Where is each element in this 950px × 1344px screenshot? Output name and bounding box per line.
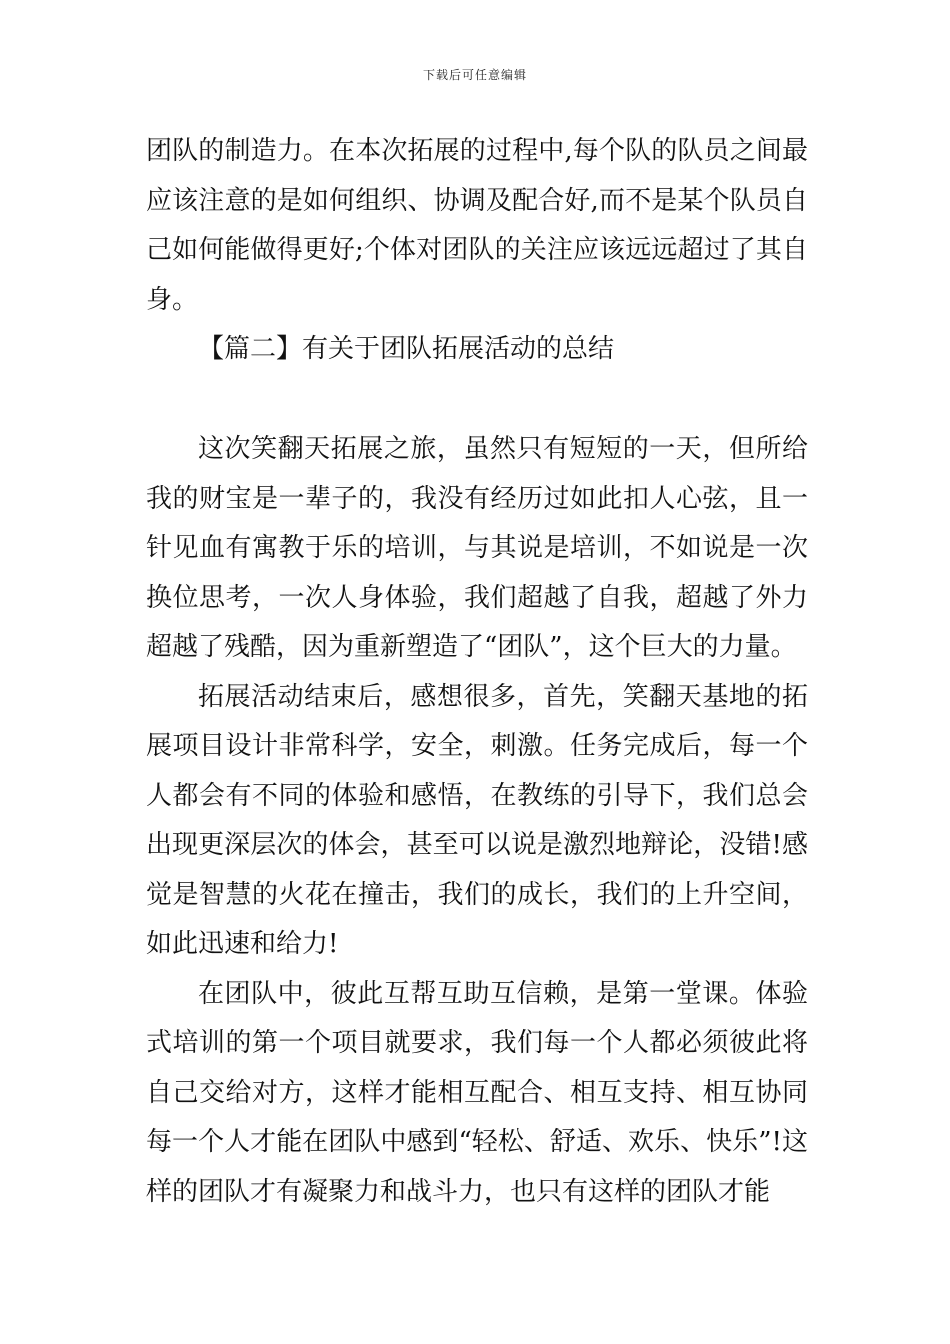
page-header-note: 下载后可任意编辑	[422, 68, 527, 82]
continuation-paragraph	[146, 127, 808, 325]
article-body	[146, 425, 808, 1217]
paragraph-3: 在团队中，彼此互帮互助互信赖，是第一堂课。体验式培训的第一个项目就要求，我们每一个人都必须彼此将自己交给对方，这样才能相互配合、相互支持、相互协同每一个人才能在团队中感到“轻松、舒适、欢乐、快乐”!这样的团队才有凝聚力和战斗力，也只有这样的团队才能	[146, 978, 808, 1207]
paragraph-2: 拓展活动结束后，感想很多，首先，笑翻天基地的拓展项目设计非常科学，安全，刺激。任务完成后，每一个人都会有不同的体验和感悟，在教练的引导下，我们总会出现更深层次的体会，甚至可以说是激烈地辩论，没错!感觉是智慧的火花在撞击，我们的成长，我们的上升空间，如此迅速和给力!	[146, 681, 808, 959]
section-title: 【篇二】有关于团队拓展活动的总结	[198, 334, 615, 364]
paragraph-1: 这次笑翻天拓展之旅，虽然只有短短的一天，但所给我的财宝是一辈子的，我没有经历过如此扣人心弦，且一针见血有寓教于乐的培训，与其说是培训，不如说是一次换位思考，一次人身体验，我们超越了自我，超越了外力超越了残酷，因为重新塑造了“团队”，这个巨大的力量。	[146, 434, 808, 662]
continuation-text: 团队的制造力。在本次拓展的过程中,每个队的队员之间最应该注意的是如何组织、协调及配合好,而不是某个队员自己如何能做得更好;个体对团队的关注应该远远超过了其自身。	[146, 136, 808, 315]
